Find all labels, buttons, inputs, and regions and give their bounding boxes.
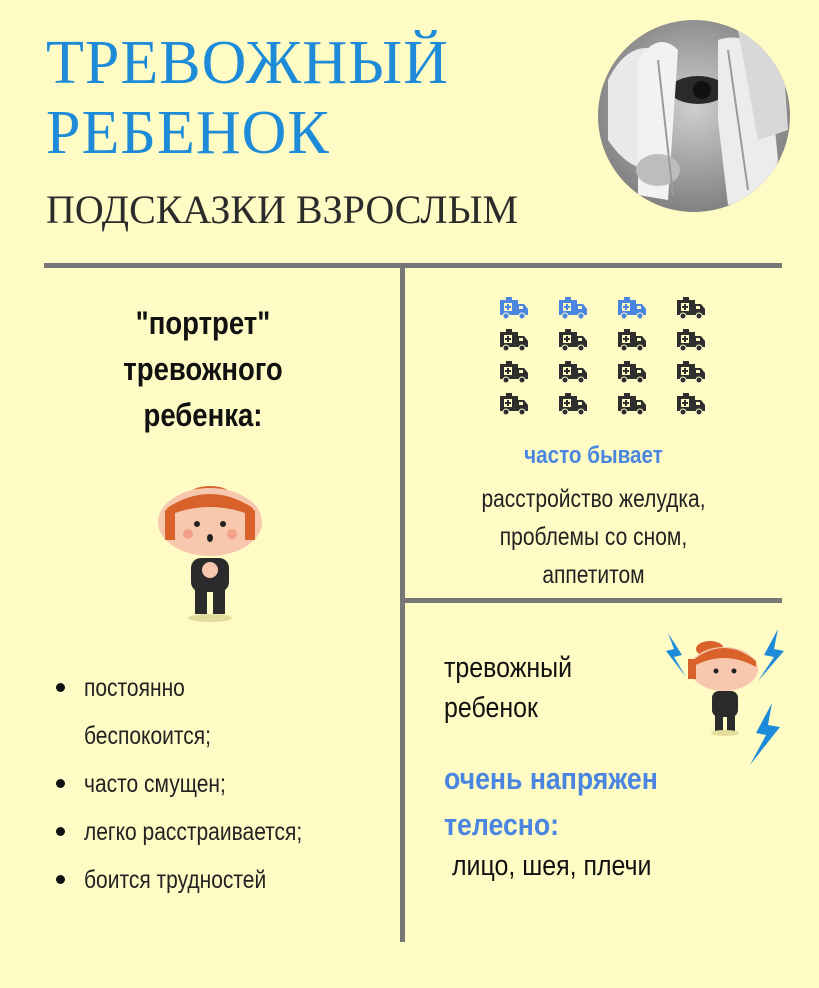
lightning-icon bbox=[750, 703, 780, 765]
often-details: расстройство желудка, проблемы со сном, аппетитом bbox=[481, 485, 706, 589]
ambulance-icon bbox=[616, 392, 648, 416]
ambulance-icon bbox=[675, 296, 707, 320]
often-block bbox=[405, 442, 782, 470]
ambulance-icon bbox=[498, 392, 530, 416]
list-item: беспокоится; bbox=[84, 722, 211, 750]
ambulance-icon bbox=[498, 296, 530, 320]
traits-list bbox=[56, 668, 406, 908]
ambulance-icon bbox=[616, 328, 648, 352]
ambulance-icon bbox=[675, 392, 707, 416]
list-item: легко расстраивается; bbox=[56, 812, 406, 860]
list-item: боится трудностей bbox=[56, 860, 406, 908]
ambulance-icon bbox=[616, 360, 648, 384]
cartoon-child-icon bbox=[155, 482, 265, 629]
ambulance-icon bbox=[675, 328, 707, 352]
list-item: постоянно bbox=[56, 668, 406, 716]
tension-intro: тревожный ребенок bbox=[444, 652, 573, 724]
ambulance-icon bbox=[557, 392, 589, 416]
ambulance-icon bbox=[557, 296, 589, 320]
portrait-title: "портрет" тревожного ребенка: bbox=[123, 305, 283, 433]
right-middle-divider bbox=[405, 598, 782, 603]
top-divider bbox=[44, 263, 782, 268]
title-line-2: РЕБЕНОК bbox=[46, 99, 330, 167]
tension-highlight: очень напряжен телесно: bbox=[444, 761, 658, 842]
subtitle: ПОДСКАЗКИ ВЗРОСЛЫМ bbox=[46, 187, 519, 232]
list-item: часто смущен; bbox=[56, 764, 406, 812]
ambulance-icon bbox=[498, 360, 530, 384]
ambulance-icon bbox=[498, 328, 530, 352]
covered-face-photo bbox=[598, 20, 790, 212]
ambulance-icon bbox=[616, 296, 648, 320]
ambulance-icon bbox=[557, 360, 589, 384]
ambulance-icon bbox=[675, 360, 707, 384]
lightning-icon bbox=[758, 629, 784, 681]
ambulance-icon bbox=[557, 328, 589, 352]
often-heading: часто бывает bbox=[524, 442, 663, 469]
lightning-icon bbox=[666, 633, 686, 677]
title-line-1: ТРЕВОЖНЫЙ bbox=[46, 29, 449, 97]
tense-child-icon bbox=[660, 625, 790, 770]
tension-detail: лицо, шея, плечи bbox=[452, 850, 652, 882]
